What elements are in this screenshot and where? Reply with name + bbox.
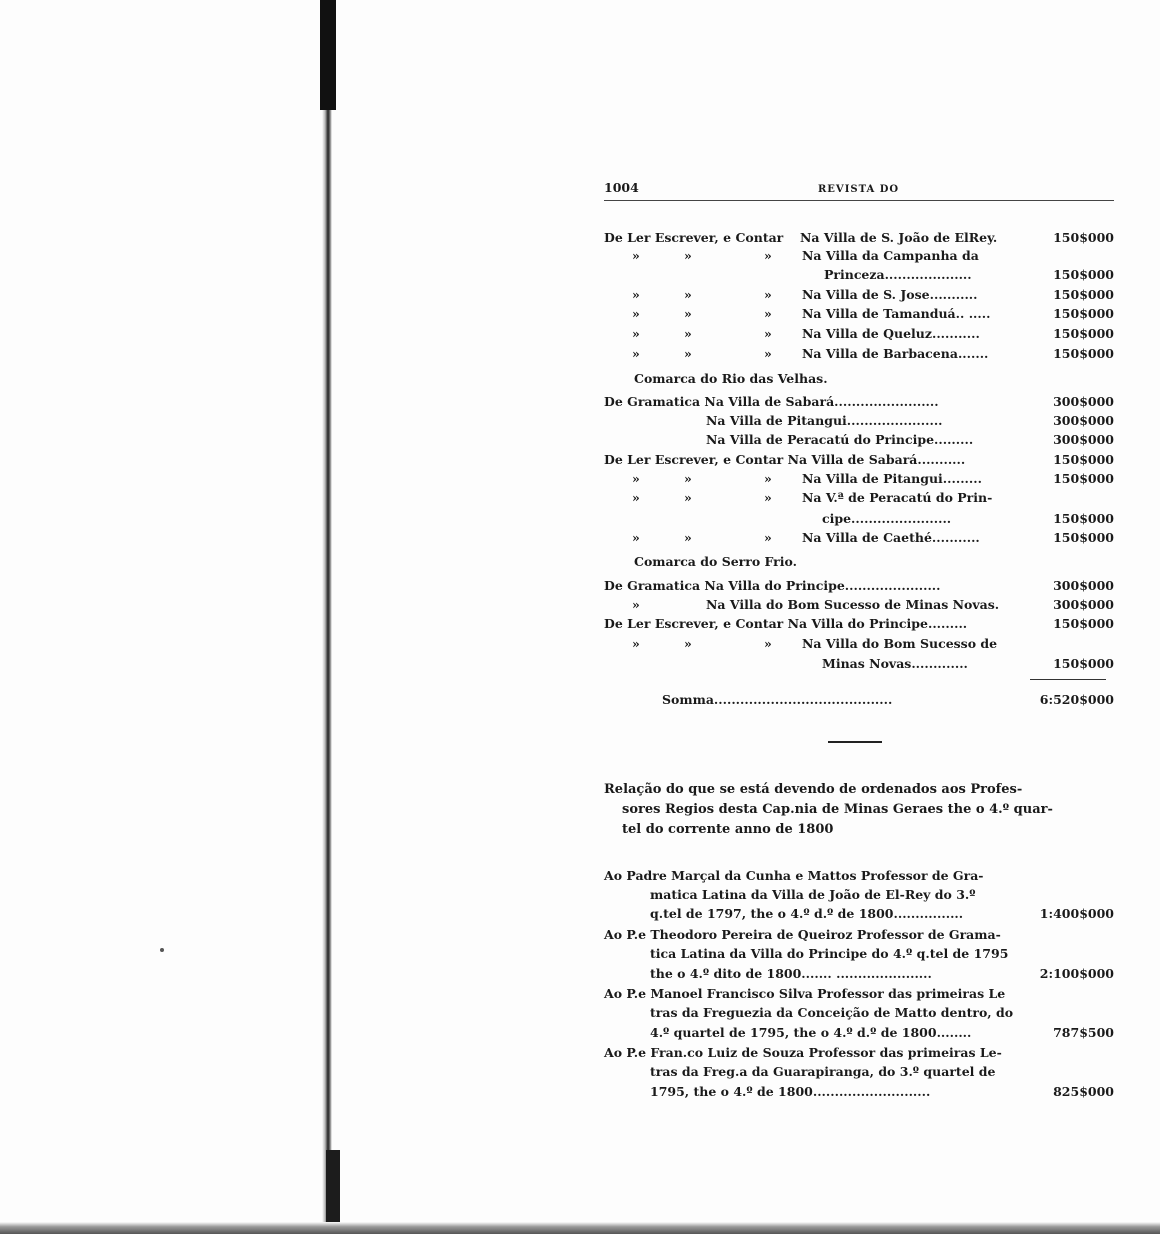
ditto-mark: » xyxy=(764,326,772,341)
row-place: Princeza.................... xyxy=(824,267,972,282)
entry-text: matica Latina da Villa de João de El-Rey do 3.º xyxy=(650,887,976,902)
row-place: Minas Novas............. xyxy=(822,656,968,671)
running-head: REVISTA DO xyxy=(818,184,900,195)
row-place: Na Villa da Campanha da xyxy=(802,248,979,263)
list-row xyxy=(604,432,1114,450)
ditto-mark: » xyxy=(764,636,772,651)
list-row xyxy=(604,656,1114,674)
list-row xyxy=(604,616,1114,634)
ditto-mark: » xyxy=(632,636,640,651)
row-place: Na Villa de Peracatú do Principe......... xyxy=(706,432,974,447)
comarca-heading xyxy=(604,371,1114,389)
entry-line xyxy=(604,1064,1114,1082)
row-amount: 150$000 xyxy=(1053,616,1114,631)
row-amount: 300$000 xyxy=(1053,394,1114,409)
sum-amount: 6:520$000 xyxy=(1039,692,1114,707)
ditto-mark: » xyxy=(764,306,772,321)
row-amount: 150$000 xyxy=(1053,326,1114,341)
ditto-mark: » xyxy=(684,471,692,486)
list-row xyxy=(604,267,1114,285)
ditto-mark: » xyxy=(684,530,692,545)
ditto-mark: » xyxy=(684,490,692,505)
row-amount: 150$000 xyxy=(1053,511,1114,526)
entry-line xyxy=(604,868,1114,886)
list-row xyxy=(604,471,1114,489)
entry-text: 4.º quartel de 1795, the o 4.º d.º de 1800........ xyxy=(650,1025,972,1040)
entry-line xyxy=(604,887,1114,905)
list-row xyxy=(604,530,1114,548)
page-number: 1004 xyxy=(604,180,639,195)
sum-rule xyxy=(1030,679,1106,680)
list-row xyxy=(604,597,1114,615)
entry-line xyxy=(604,1045,1114,1063)
entry-line xyxy=(604,966,1114,984)
page-bottom-edge xyxy=(0,1222,1160,1234)
row-place: Na Villa de S. João de ElRey. xyxy=(800,230,998,245)
entry-amount: 825$000 xyxy=(1053,1084,1114,1099)
row-label: De Gramatica Na Villa do Principe...................... xyxy=(604,578,941,593)
title-line: sores Regios desta Cap.nia de Minas Geraes the o 4.º quar- xyxy=(622,802,1053,817)
ditto-mark: » xyxy=(684,346,692,361)
row-place: Na Villa de Pitangui...................... xyxy=(706,413,943,428)
row-amount: 150$000 xyxy=(1053,287,1114,302)
list-row xyxy=(604,306,1114,324)
entry-text: tica Latina da Villa do Principe do 4.º q.tel de 1795 xyxy=(650,946,1009,961)
entry-amount: 1:400$000 xyxy=(1039,906,1114,921)
ditto-mark: » xyxy=(764,530,772,545)
list-row xyxy=(604,413,1114,431)
ditto-mark: » xyxy=(764,471,772,486)
ditto-mark: » xyxy=(684,636,692,651)
ditto-mark: » xyxy=(684,248,692,263)
row-amount: 300$000 xyxy=(1053,413,1114,428)
row-amount: 150$000 xyxy=(1053,346,1114,361)
list-row xyxy=(604,394,1114,412)
entry-text: 1795, the o 4.º de 1800........................... xyxy=(650,1084,931,1099)
book-binding-shadow xyxy=(322,0,332,1234)
row-place: Na Villa de Pitangui......... xyxy=(802,471,982,486)
page-content xyxy=(604,176,1114,1099)
title-line: Relação do que se está devendo de ordenados aos Profes- xyxy=(604,782,1023,797)
row-label: De Ler Escrever, e Contar xyxy=(604,230,784,245)
title-line: tel do corrente anno de 1800 xyxy=(622,822,834,837)
comarca-title: Comarca do Rio das Velhas. xyxy=(634,371,828,386)
row-place: Na Villa de Barbacena....... xyxy=(802,346,989,361)
relacao-title xyxy=(604,780,1110,840)
list-row xyxy=(604,636,1114,654)
row-amount: 150$000 xyxy=(1053,530,1114,545)
list-row xyxy=(604,248,1114,266)
list-row xyxy=(604,326,1114,344)
row-amount: 300$000 xyxy=(1053,597,1114,612)
entry-text: q.tel de 1797, the o 4.º d.º de 1800................ xyxy=(650,906,964,921)
ditto-mark: » xyxy=(764,287,772,302)
entry-line xyxy=(604,906,1114,924)
ditto-mark: » xyxy=(632,346,640,361)
row-place: Na Villa de Queluz........... xyxy=(802,326,980,341)
entry-line xyxy=(604,1005,1114,1023)
section-separator xyxy=(828,741,882,743)
ditto-mark: » xyxy=(632,248,640,263)
entry-text: Ao P.e Fran.co Luiz de Souza Professor das primeiras Le- xyxy=(604,1045,1002,1060)
comarca-title: Comarca do Serro Frio. xyxy=(634,554,797,569)
row-amount: 150$000 xyxy=(1053,267,1114,282)
ditto-mark: » xyxy=(632,306,640,321)
row-place: Na V.ª de Peracatú do Prin- xyxy=(802,490,993,505)
list-row xyxy=(604,452,1114,470)
row-amount: 150$000 xyxy=(1053,230,1114,245)
list-row xyxy=(604,490,1114,508)
ditto-mark: » xyxy=(632,530,640,545)
ditto-mark: » xyxy=(684,306,692,321)
ditto-mark: » xyxy=(684,326,692,341)
row-place: Na Villa do Bom Sucesso de Minas Novas. xyxy=(706,597,1000,612)
entry-line xyxy=(604,986,1114,1004)
row-label: De Gramatica Na Villa de Sabará........................ xyxy=(604,394,939,409)
entry-line xyxy=(604,1025,1114,1043)
ditto-mark: » xyxy=(632,326,640,341)
entry-text: the o 4.º dito de 1800....... ...................... xyxy=(650,966,932,981)
speck-mark xyxy=(160,948,164,952)
row-amount: 150$000 xyxy=(1053,306,1114,321)
entry-line xyxy=(604,927,1114,945)
entry-amount: 787$500 xyxy=(1053,1025,1114,1040)
entry-amount: 2:100$000 xyxy=(1039,966,1114,981)
row-place: cipe....................... xyxy=(822,511,952,526)
entry-text: Ao P.e Theodoro Pereira de Queiroz Professor de Grama- xyxy=(604,927,1001,942)
ditto-mark: » xyxy=(632,490,640,505)
list-row xyxy=(604,287,1114,305)
row-amount: 300$000 xyxy=(1053,432,1114,447)
list-row xyxy=(604,346,1114,364)
comarca-heading xyxy=(604,554,1114,572)
entry-text: Ao Padre Marçal da Cunha e Mattos Professor de Gra- xyxy=(604,868,984,883)
entry-text: Ao P.e Manoel Francisco Silva Professor das primeiras Le xyxy=(604,986,1006,1001)
row-place: Na Villa de Tamanduá.. ..... xyxy=(802,306,991,321)
ditto-mark: » xyxy=(764,346,772,361)
sum-label: Somma......................................... xyxy=(662,692,893,707)
row-place: Na Villa do Bom Sucesso de xyxy=(802,636,998,651)
list-row xyxy=(604,511,1114,529)
list-row xyxy=(604,230,1114,248)
row-amount: 150$000 xyxy=(1053,452,1114,467)
row-amount: 300$000 xyxy=(1053,578,1114,593)
list-row xyxy=(604,578,1114,596)
row-place: Na Villa de S. Jose........... xyxy=(802,287,978,302)
row-place: Na Villa de Caethé........... xyxy=(802,530,980,545)
ditto-mark: » xyxy=(764,248,772,263)
ditto-mark: » xyxy=(684,287,692,302)
row-label: De Ler Escrever, e Contar Na Villa de Sabará........... xyxy=(604,452,966,467)
row-amount: 150$000 xyxy=(1053,471,1114,486)
ditto-mark: » xyxy=(764,490,772,505)
entry-line xyxy=(604,1084,1114,1102)
ditto-mark: » xyxy=(632,471,640,486)
ditto-mark: » xyxy=(632,597,640,612)
ditto-mark: » xyxy=(632,287,640,302)
row-label: De Ler Escrever, e Contar Na Villa do Principe......... xyxy=(604,616,968,631)
binding-top-shadow xyxy=(320,0,336,110)
page-header xyxy=(604,176,1114,201)
entry-text: tras da Freg.a da Guarapiranga, do 3.º quartel de xyxy=(650,1064,996,1079)
row-amount: 150$000 xyxy=(1053,656,1114,671)
sum-row xyxy=(604,692,1114,710)
entry-line xyxy=(604,946,1114,964)
entry-text: tras da Freguezia da Conceição de Matto dentro, do xyxy=(650,1005,1014,1020)
